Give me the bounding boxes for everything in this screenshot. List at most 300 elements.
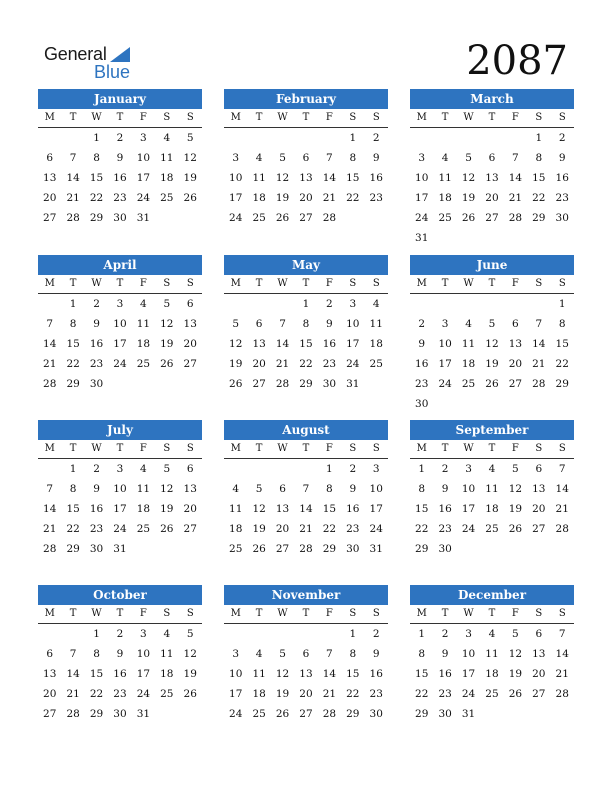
month-header: December	[410, 585, 574, 605]
day-cell: 9	[418, 338, 426, 350]
day-cell: 22	[415, 523, 429, 535]
month-header: June	[410, 255, 574, 275]
day-cell: 31	[415, 232, 429, 244]
day-cell: 7	[558, 463, 566, 475]
day-cell	[247, 128, 270, 148]
weekday-label: S	[186, 112, 194, 123]
day-cell	[551, 228, 574, 248]
week-row	[410, 394, 574, 414]
day-cell: 17	[461, 503, 476, 515]
weekday-header-row	[410, 275, 574, 294]
day-cell: 1	[93, 628, 100, 640]
day-cell: 30	[322, 378, 337, 390]
day-cell: 22	[532, 192, 546, 204]
weekday-label: W	[91, 112, 102, 123]
week-row	[38, 459, 202, 479]
day-cell: 7	[558, 628, 566, 640]
day-cell: 24	[136, 688, 151, 700]
day-cell: 26	[461, 212, 476, 224]
weekday-label: M	[230, 278, 241, 289]
weekday-label: T	[302, 443, 310, 454]
day-cell: 16	[113, 668, 127, 680]
day-cell: 19	[461, 192, 476, 204]
day-cell: 8	[69, 318, 77, 330]
day-cell: 10	[461, 483, 476, 495]
day-cell	[294, 624, 317, 644]
day-cell: 21	[43, 358, 57, 370]
day-cell: 2	[93, 463, 100, 475]
month-july	[38, 420, 202, 559]
day-cell: 1	[418, 463, 426, 475]
day-cell: 10	[136, 152, 151, 164]
day-cell: 26	[508, 688, 523, 700]
weekday-label: F	[325, 608, 333, 619]
week-row	[410, 644, 574, 664]
day-cell: 4	[163, 628, 171, 640]
day-cell: 23	[555, 192, 569, 204]
day-cell: 27	[532, 688, 546, 700]
weekday-label: F	[325, 443, 333, 454]
day-cell: 30	[438, 543, 452, 555]
day-cell: 27	[299, 708, 313, 720]
month-april	[38, 255, 202, 394]
day-cell: 22	[415, 688, 429, 700]
day-cell: 18	[485, 503, 499, 515]
day-cell	[504, 704, 527, 724]
day-cell	[224, 459, 247, 479]
day-cell: 24	[113, 523, 127, 535]
weekday-label: F	[511, 112, 519, 123]
day-cell: 12	[229, 338, 243, 350]
day-cell: 16	[89, 503, 104, 515]
day-cell: 14	[322, 668, 337, 680]
day-cell: 30	[369, 708, 383, 720]
day-cell: 16	[438, 668, 452, 680]
day-cell: 27	[508, 378, 523, 390]
day-cell: 8	[69, 483, 77, 495]
day-cell: 28	[555, 688, 569, 700]
day-cell: 3	[441, 318, 449, 330]
day-cell: 19	[160, 503, 174, 515]
day-cell: 11	[160, 648, 174, 660]
day-cell	[247, 294, 270, 314]
day-cell	[433, 294, 456, 314]
month-february	[224, 89, 388, 228]
day-cell: 5	[255, 483, 263, 495]
day-cell: 4	[465, 318, 472, 330]
weekday-label: S	[349, 443, 357, 454]
month-header: September	[410, 420, 574, 440]
day-cell: 16	[438, 503, 452, 515]
day-cell: 28	[275, 378, 290, 390]
day-cell: 15	[532, 172, 546, 184]
weekday-label: S	[535, 112, 543, 123]
month-december	[410, 585, 574, 724]
day-cell	[551, 539, 574, 559]
day-cell: 7	[512, 152, 519, 164]
day-cell: 5	[163, 463, 171, 475]
day-cell: 2	[372, 132, 380, 144]
day-cell: 20	[299, 688, 313, 700]
logo-triangle-icon	[110, 47, 130, 62]
day-cell	[247, 624, 270, 644]
day-cell: 2	[116, 132, 124, 144]
weekday-label: W	[463, 443, 474, 454]
day-cell: 18	[438, 192, 452, 204]
day-cell: 28	[66, 708, 80, 720]
weekday-label: M	[44, 278, 55, 289]
day-cell: 21	[299, 523, 313, 535]
day-cell: 23	[89, 523, 104, 535]
weekday-label: S	[163, 608, 171, 619]
week-row	[410, 539, 574, 559]
week-row	[38, 148, 202, 168]
day-cell: 12	[160, 318, 174, 330]
day-cell: 3	[140, 628, 147, 640]
day-cell: 2	[418, 318, 426, 330]
day-cell: 12	[508, 483, 523, 495]
week-row	[410, 228, 574, 248]
day-cell: 3	[372, 463, 380, 475]
day-cell: 23	[89, 358, 104, 370]
day-cell: 17	[415, 192, 429, 204]
day-cell: 9	[441, 483, 449, 495]
day-cell: 25	[485, 523, 499, 535]
day-cell	[294, 459, 317, 479]
day-cell: 26	[183, 192, 197, 204]
day-cell: 7	[69, 152, 77, 164]
day-cell	[457, 128, 480, 148]
week-row	[224, 539, 388, 559]
weekday-label: T	[255, 112, 263, 123]
day-cell: 12	[252, 503, 266, 515]
day-cell: 28	[532, 378, 546, 390]
day-cell: 1	[326, 463, 333, 475]
day-cell: 20	[43, 688, 57, 700]
day-cell: 25	[136, 358, 151, 370]
day-cell: 18	[461, 358, 476, 370]
month-header: August	[224, 420, 388, 440]
weekday-label: S	[558, 443, 566, 454]
day-cell: 15	[346, 668, 360, 680]
day-cell: 4	[372, 298, 380, 310]
day-cell: 20	[252, 358, 266, 370]
week-row	[38, 644, 202, 664]
day-cell: 6	[46, 648, 54, 660]
day-cell: 23	[113, 192, 127, 204]
day-cell: 14	[275, 338, 290, 350]
day-cell	[155, 208, 178, 228]
day-cell: 18	[229, 523, 243, 535]
day-cell: 7	[326, 648, 333, 660]
day-cell: 10	[346, 318, 360, 330]
day-cell: 2	[372, 628, 380, 640]
day-cell	[132, 539, 155, 559]
day-cell: 24	[113, 358, 127, 370]
day-cell: 12	[275, 172, 290, 184]
weekday-label: S	[349, 112, 357, 123]
day-cell: 26	[160, 358, 174, 370]
day-cell: 18	[369, 338, 383, 350]
day-cell: 23	[415, 378, 429, 390]
week-row	[224, 294, 388, 314]
weekday-label: T	[69, 112, 77, 123]
day-cell: 2	[558, 132, 566, 144]
day-cell: 3	[418, 152, 426, 164]
day-cell: 22	[66, 358, 80, 370]
calendar-year: 2087	[466, 38, 568, 84]
day-cell: 10	[369, 483, 383, 495]
day-cell: 1	[418, 628, 426, 640]
day-cell: 3	[116, 463, 124, 475]
month-november	[224, 585, 388, 724]
day-cell: 29	[346, 708, 360, 720]
weekday-label: M	[416, 443, 427, 454]
day-cell	[504, 128, 527, 148]
month-header: April	[38, 255, 202, 275]
weekday-label: T	[441, 112, 449, 123]
logo-blue-text: Blue	[94, 62, 131, 82]
day-cell: 1	[558, 298, 566, 310]
day-cell: 26	[160, 523, 174, 535]
week-row	[410, 188, 574, 208]
day-cell	[551, 704, 574, 724]
day-cell: 17	[136, 172, 151, 184]
day-cell: 5	[488, 318, 496, 330]
day-cell: 24	[346, 358, 360, 370]
weekday-label: F	[511, 278, 519, 289]
week-row	[410, 334, 574, 354]
day-cell	[480, 394, 503, 414]
day-cell	[410, 128, 433, 148]
day-cell: 9	[93, 483, 100, 495]
weekday-header-row	[224, 605, 388, 624]
day-cell	[480, 539, 503, 559]
day-cell: 18	[252, 688, 266, 700]
weekday-label: T	[69, 443, 77, 454]
day-cell	[504, 394, 527, 414]
day-cell: 8	[93, 152, 100, 164]
weekday-label: W	[277, 443, 288, 454]
day-cell: 30	[89, 378, 104, 390]
day-cell: 16	[555, 172, 569, 184]
day-cell: 9	[116, 152, 124, 164]
day-cell: 8	[349, 648, 357, 660]
day-cell: 15	[89, 172, 104, 184]
weekday-label: M	[230, 443, 241, 454]
day-cell: 8	[558, 318, 566, 330]
day-cell: 5	[163, 298, 171, 310]
day-cell: 30	[346, 543, 360, 555]
weekday-label: T	[116, 112, 124, 123]
day-cell	[61, 128, 84, 148]
weekday-label: M	[230, 112, 241, 123]
day-cell: 15	[346, 172, 360, 184]
day-cell: 25	[369, 358, 383, 370]
week-row	[38, 624, 202, 644]
day-cell: 4	[255, 648, 263, 660]
day-cell: 10	[229, 172, 243, 184]
day-cell	[61, 624, 84, 644]
day-cell	[38, 624, 61, 644]
day-cell: 22	[322, 523, 337, 535]
day-cell: 2	[441, 463, 449, 475]
day-cell: 7	[46, 318, 54, 330]
day-cell: 7	[302, 483, 310, 495]
day-cell	[457, 539, 480, 559]
weekday-label: T	[116, 608, 124, 619]
week-row	[410, 684, 574, 704]
day-cell: 10	[229, 668, 243, 680]
day-cell: 9	[372, 152, 380, 164]
weekday-header-row	[38, 109, 202, 128]
day-cell: 26	[183, 688, 197, 700]
week-row	[410, 354, 574, 374]
day-cell: 29	[532, 212, 546, 224]
day-cell: 14	[322, 172, 337, 184]
weekday-label: S	[163, 278, 171, 289]
day-cell: 19	[160, 338, 174, 350]
day-cell	[271, 128, 294, 148]
day-cell: 23	[438, 523, 452, 535]
day-cell: 16	[369, 172, 383, 184]
day-cell	[480, 228, 503, 248]
week-row	[410, 128, 574, 148]
day-cell: 10	[461, 648, 476, 660]
week-row	[410, 374, 574, 394]
day-cell: 6	[279, 483, 286, 495]
weekday-label: F	[325, 112, 333, 123]
day-cell: 5	[186, 628, 194, 640]
day-cell: 20	[532, 668, 546, 680]
day-cell: 13	[299, 668, 313, 680]
day-cell: 6	[488, 152, 496, 164]
day-cell: 7	[69, 648, 77, 660]
weekday-label: M	[230, 608, 241, 619]
day-cell: 18	[136, 338, 151, 350]
weekday-label: T	[116, 278, 124, 289]
day-cell: 28	[43, 543, 57, 555]
day-cell: 22	[89, 192, 104, 204]
day-cell: 5	[465, 152, 472, 164]
day-cell: 26	[229, 378, 243, 390]
day-cell: 5	[279, 152, 286, 164]
day-cell: 24	[461, 688, 476, 700]
day-cell: 12	[485, 338, 499, 350]
weekday-header-row	[38, 275, 202, 294]
day-cell: 11	[160, 152, 174, 164]
day-cell: 3	[349, 298, 357, 310]
month-september	[410, 420, 574, 559]
day-cell: 12	[160, 483, 174, 495]
day-cell: 14	[555, 483, 569, 495]
day-cell	[433, 128, 456, 148]
day-cell: 16	[113, 172, 127, 184]
day-cell	[179, 208, 202, 228]
day-cell	[504, 228, 527, 248]
day-cell	[527, 394, 550, 414]
day-cell: 15	[555, 338, 569, 350]
day-cell: 9	[349, 483, 357, 495]
week-row	[224, 128, 388, 148]
day-cell: 24	[369, 523, 383, 535]
weekday-label: T	[69, 278, 77, 289]
day-cell: 2	[93, 298, 100, 310]
day-cell: 25	[252, 212, 266, 224]
day-cell: 17	[229, 192, 243, 204]
day-cell: 3	[140, 132, 147, 144]
day-cell: 25	[136, 523, 151, 535]
day-cell	[247, 459, 270, 479]
day-cell: 22	[66, 523, 80, 535]
day-cell: 21	[508, 192, 523, 204]
week-row	[410, 208, 574, 228]
day-cell: 31	[346, 378, 360, 390]
day-cell	[527, 294, 550, 314]
day-cell: 24	[415, 212, 429, 224]
day-cell: 29	[415, 543, 429, 555]
day-cell: 18	[252, 192, 266, 204]
day-cell	[365, 374, 388, 394]
week-row	[38, 539, 202, 559]
day-cell: 1	[69, 298, 77, 310]
weekday-header-row	[224, 275, 388, 294]
day-cell: 15	[415, 503, 429, 515]
day-cell: 21	[322, 192, 337, 204]
weekday-label: W	[277, 278, 288, 289]
day-cell: 29	[415, 708, 429, 720]
day-cell: 30	[113, 708, 127, 720]
day-cell	[457, 294, 480, 314]
day-cell: 21	[555, 503, 569, 515]
week-row	[410, 459, 574, 479]
day-cell: 26	[508, 523, 523, 535]
day-cell: 18	[485, 668, 499, 680]
weekday-label: T	[69, 608, 77, 619]
day-cell: 14	[66, 172, 80, 184]
weekday-label: W	[463, 608, 474, 619]
day-cell: 27	[183, 523, 197, 535]
week-row	[38, 334, 202, 354]
day-cell	[480, 294, 503, 314]
day-cell: 13	[299, 172, 313, 184]
week-row	[410, 294, 574, 314]
weekday-label: S	[186, 608, 194, 619]
day-cell: 1	[349, 628, 357, 640]
day-cell: 20	[508, 358, 523, 370]
day-cell: 11	[485, 483, 499, 495]
day-cell: 11	[136, 318, 151, 330]
day-cell: 27	[43, 212, 57, 224]
week-row	[38, 314, 202, 334]
day-cell: 4	[232, 483, 240, 495]
day-cell: 30	[415, 398, 429, 410]
weekday-label: T	[441, 608, 449, 619]
day-cell: 4	[140, 463, 147, 475]
day-cell	[224, 624, 247, 644]
day-cell	[155, 539, 178, 559]
day-cell	[457, 228, 480, 248]
week-row	[410, 479, 574, 499]
day-cell: 2	[116, 628, 124, 640]
day-cell: 1	[69, 463, 77, 475]
day-cell: 12	[275, 668, 290, 680]
day-cell: 29	[66, 378, 80, 390]
day-cell: 3	[465, 628, 472, 640]
day-cell: 22	[299, 358, 313, 370]
day-cell: 13	[252, 338, 266, 350]
day-cell: 26	[275, 212, 290, 224]
